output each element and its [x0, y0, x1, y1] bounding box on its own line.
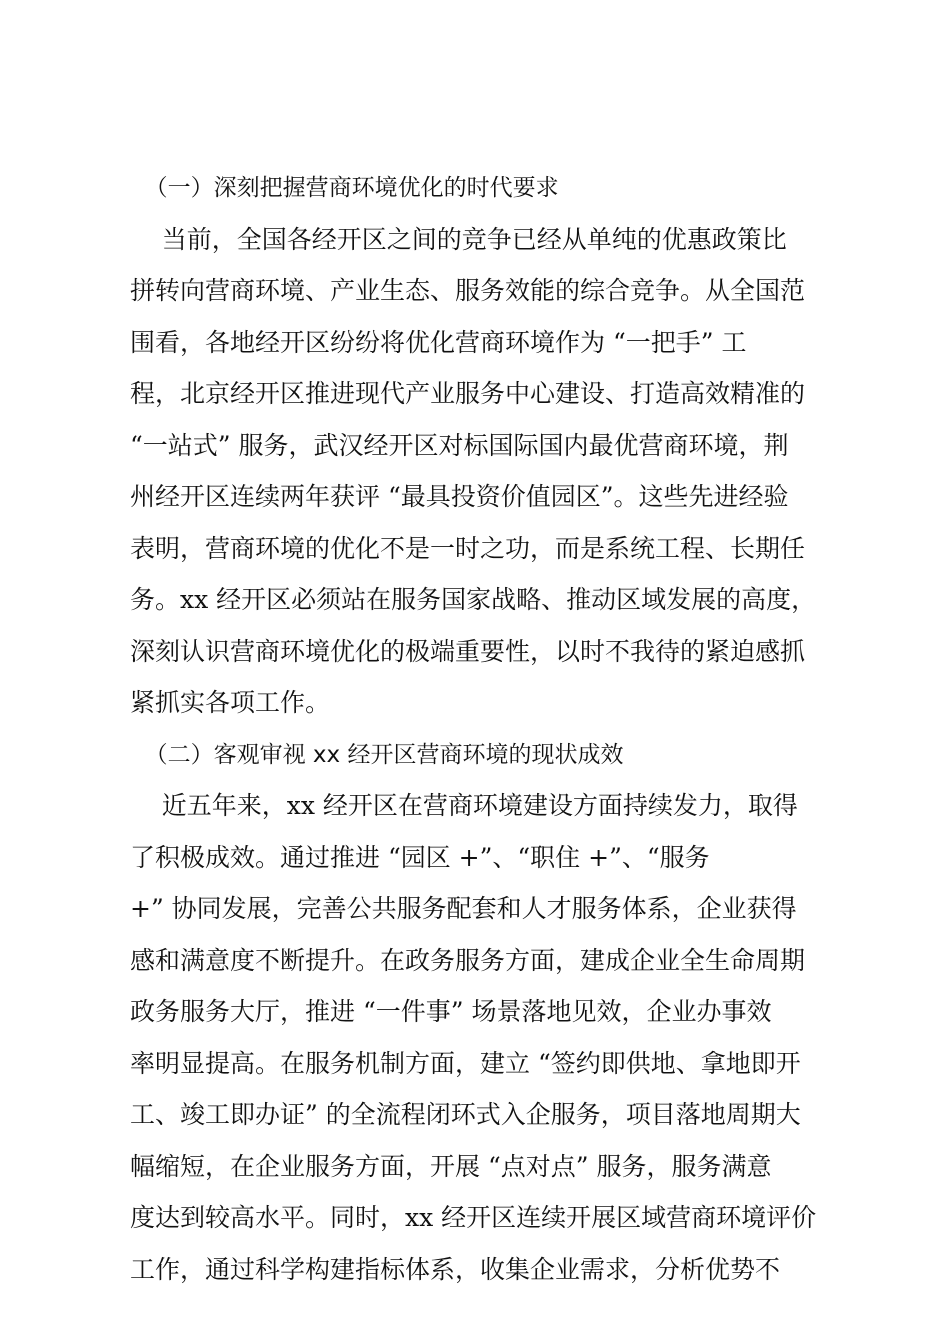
paragraph-line: 拼转向营商环境、产业生态、服务效能的综合竞争。从全国范	[130, 276, 806, 305]
paragraph-line: +” 协同发展，完善公共服务配套和人才服务体系，企业获得	[130, 894, 797, 923]
paragraph-line: 率明显提高。在服务机制方面，建立 “签约即供地、拿地即开	[130, 1048, 801, 1078]
document-body	[130, 168, 830, 1301]
paragraph-line: 了积极成效。通过推进 “园区 +”、“职住 +”、“服务	[130, 842, 710, 872]
paragraph-line: 程，北京经开区推进现代产业服务中心建设、打造高效精准的	[130, 379, 806, 408]
paragraph-line: 感和满意度不断提升。在政务服务方面，建成企业全生命周期	[130, 945, 806, 975]
paragraph-line: 深刻认识营商环境优化的极端重要性，以时不我待的紧迫感抓	[130, 636, 806, 666]
section-heading-2: （二）客观审视 xx 经开区营商环境的现状成效	[130, 741, 624, 768]
paragraph-line: 工、竣工即办证” 的全流程闭环式入企服务，项目落地周期大	[130, 1100, 801, 1129]
paragraph-line: 近五年来，xx 经开区在营商环境建设方面持续发力，取得	[130, 791, 798, 820]
paragraph-line: 务。xx 经开区必须站在服务国家战略、推动区域发展的高度，	[130, 585, 817, 614]
paragraph-line: 紧抓实各项工作。	[130, 688, 331, 717]
paragraph-line: 当前，全国各经开区之间的竞争已经从单纯的优惠政策比	[130, 224, 787, 254]
section-heading-1: （一）深刻把握营商环境优化的时代要求	[130, 175, 559, 201]
paragraph-line: 表明，营商环境的优化不是一时之功，而是系统工程、长期任	[130, 533, 806, 563]
paragraph-line: 围看，各地经开区纷纷将优化营商环境作为 “一把手” 工	[130, 327, 747, 357]
paragraph-line: 度达到较高水平。同时，xx 经开区连续开展区域营商环境评价	[130, 1203, 817, 1232]
paragraph-line: “一站式” 服务，武汉经开区对标国际国内最优营商环境，荆	[130, 430, 789, 460]
paragraph-line: 工作，通过科学构建指标体系，收集企业需求，分析优势不	[130, 1254, 781, 1284]
paragraph-line: 政务服务大厅，推进 “一件事” 场景落地见效，企业办事效	[130, 997, 772, 1026]
paragraph-line: 州经开区连续两年获评 “最具投资价值园区”。这些先进经验	[130, 482, 789, 511]
paragraph-line: 幅缩短，在企业服务方面，开展 “点对点” 服务，服务满意	[130, 1151, 772, 1181]
